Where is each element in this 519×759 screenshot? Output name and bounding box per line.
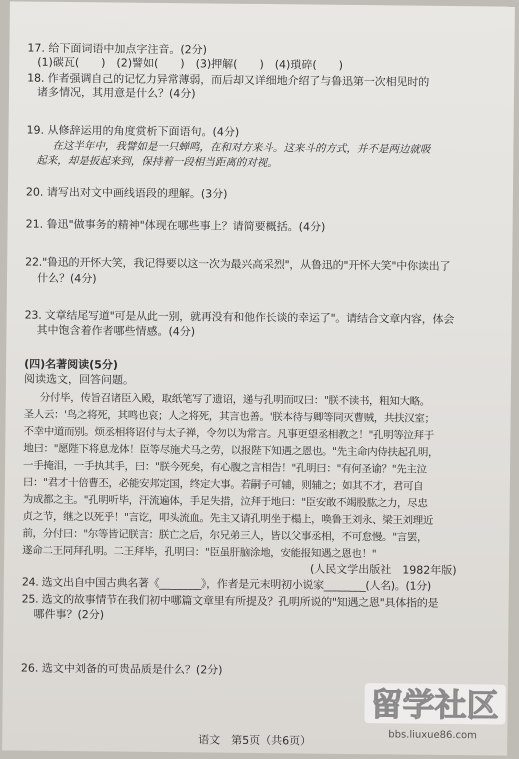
passage-line: 一手掩泪，一手执其手，曰："朕今死矣，有心腹之言相告！"孔明曰："有何圣谕？"先主泣	[23, 459, 427, 476]
q22-line1: 22."鲁迅的开怀大笑，我记得要以这一次为最兴高采烈"，从鲁迅的"开怀大笑"中你读出了	[25, 255, 451, 274]
q19-stem: 19. 从修辞运用的角度赏析下面语句。(4分)	[26, 123, 240, 139]
q17-items: (1)碳瓦( ) (2)譬如( ) (3)押解( ) (4)瑣碎( )	[37, 55, 344, 72]
q20: 20. 请写出对文中画线语段的理解。(3分)	[25, 185, 228, 201]
passage-line: 贞之节，继之以死乎！"言讫，叩头流血。先主又请孔明坐于榻上，唤鲁王刘永、梁王刘理近	[22, 510, 434, 527]
q25-line2: 哪件事？(2分)	[33, 607, 105, 622]
passage-line: 不幸中道而别。烦丞相将诏付与太子禅，令勿以为常言。凡事更望丞相教之！"孔明等泣拜于	[23, 425, 434, 442]
q21: 21. 鲁迅"做事务的精神"体现在哪些事上？请简要概括。(4分)	[25, 217, 326, 234]
passage-line: 分付毕，传旨召诸臣入殿，取纸笔写了遗诏，递与孔明而叹曰："朕不读书，粗知大略。	[39, 391, 431, 408]
q19-quote-line1: 在这半年中，我譬如是一只蝉鸣，在和对方来斗。这来斗的方式，并不是两边就吸	[52, 139, 431, 156]
q17-stem: 17. 给下面词语中加点字注音。(2分)	[27, 41, 208, 57]
q24: 24. 选文出自中国古典名著《________》，作者是元末明初小说家________(人名)。(1分)	[21, 575, 431, 593]
passage-line: 遂命二王同拜孔明。二王拜毕，孔明曰："臣虽肝脑涂地，安能报知遇之恩也！"	[22, 544, 377, 561]
source-note: (人民文学出版社 1982年版)	[309, 562, 457, 578]
section4-heading: (四)名著阅读(5分)	[24, 357, 118, 372]
passage-line: 地曰："愿陛下将息龙体！臣等尽施犬马之劳，以报陛下知遇之恩也。"先主命内侍扶起孔明，	[23, 442, 439, 459]
passage-line: 曰："君才十倍曹丕，必能安邦定国，终定大事。若嗣子可辅，则辅之；如其不才，君可自	[22, 476, 424, 493]
q23-line1: 23. 文章结尾写道"可是从此一别，就再没有和他作长谈的幸运了"。请结合文章内容，体会	[24, 308, 455, 327]
watermark-logo	[362, 677, 508, 731]
q25-line1: 25. 选文的故事情节在我们初中哪篇文章里有所提及？孔明所说的"知遇之恩"具体指的是	[21, 592, 439, 610]
q19-quote-line2: 起来，却是扳起来到，保持着一段相当距离的对视。	[36, 154, 278, 170]
passage-line: 前，分付曰："尔等皆记朕言：朕亡之后，尔兄弟三人，皆以父事丞相，不可怠慢。"言罢，	[22, 527, 428, 544]
watermark-url: bbs.liuxue86.com	[388, 729, 477, 742]
q26: 26. 选文中刘备的可贵品质是什么？(2分)	[20, 661, 223, 677]
section4-instruction: 阅读选文，回答问题。	[23, 372, 135, 387]
q18-line1: 18. 作者强调自己的记忆力异常薄弱，而后却又详细地介绍了与鲁迅第一次相见时的	[27, 71, 430, 89]
passage-line: 圣人云：'鸟之将死，其鸣也哀；人之将死，其言也善。'朕本待与卿等同灭曹贼，共扶汉室；	[23, 408, 435, 425]
q22-line2: 什么？(4分)	[36, 271, 97, 286]
passage-line: 为成都之主。"孔明听毕，汗流遍体，手足失措，泣拜于地曰："臣安敢不竭股肱之力，尽忠	[22, 493, 428, 510]
watermark-logo-text: 留学社区	[370, 685, 499, 725]
exam-page	[2, 1, 515, 755]
q18-line2: 诸多情况，其用意是什么？(4分)	[36, 85, 196, 101]
page-footer: 语文 第5页（共6页）	[198, 733, 312, 748]
q23-line2: 其中饱含着作者哪些情感。(4分)	[36, 323, 196, 339]
